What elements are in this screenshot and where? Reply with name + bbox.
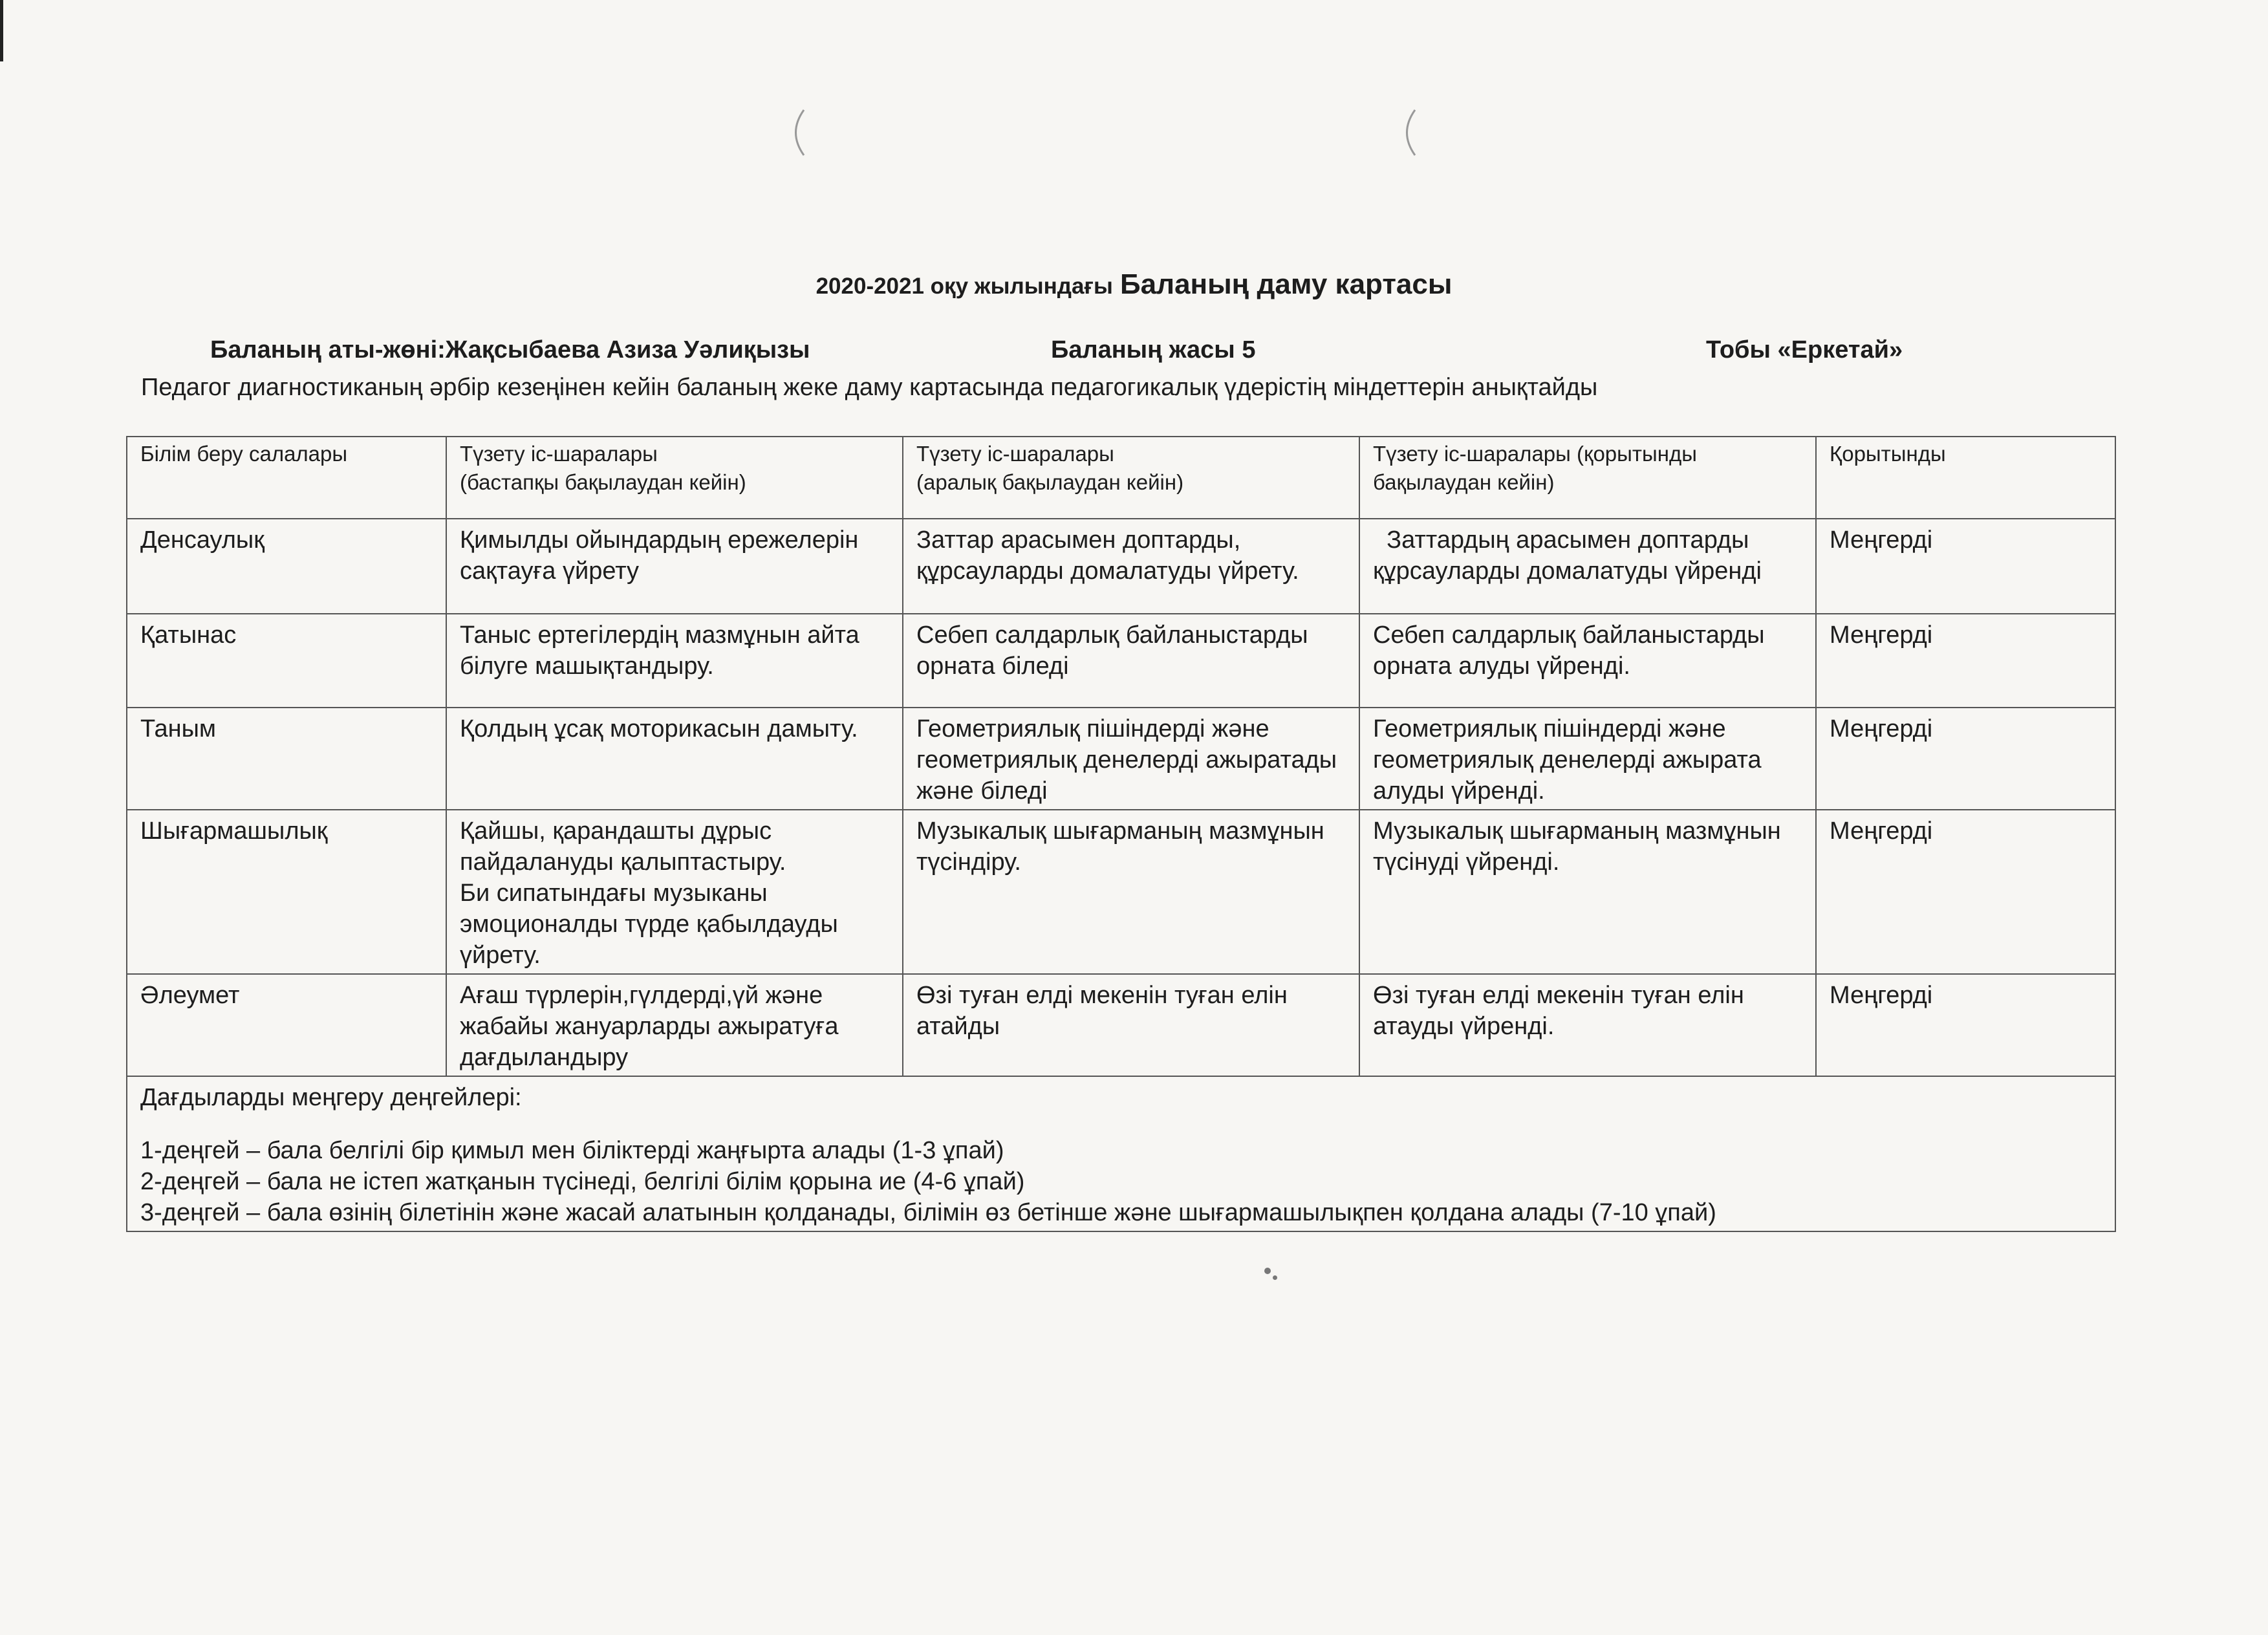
table-cell: Музыкалық шығарманың мазмұнын түсіндіру. (903, 810, 1359, 974)
table-cell: Меңгерді (1816, 974, 2115, 1076)
scan-speck (1273, 1275, 1277, 1280)
table-cell: Меңгерді (1816, 614, 2115, 708)
header-cell: Білім беру салалары (127, 437, 446, 519)
child-age: Баланың жасы 5 (1051, 336, 1256, 363)
header-cell: Қорытынды (1816, 437, 2115, 519)
table-row (127, 519, 2115, 614)
table-cell: Қайшы, қарандашты дұрыс пайдалануды қалыптастыру. Би сипатындағы музыканы эмоционалды түрде қабылдауды үйрету. (446, 810, 903, 974)
header-cell: Түзету іс-шаралары (қорытынды бақылаудан кейін) (1359, 437, 1816, 519)
table-cell: Меңгерді (1816, 519, 2115, 614)
table-row (127, 708, 2115, 810)
title-main: Баланың даму картасы (1120, 268, 1453, 300)
table-cell: Геометриялық пішіндерді және геометриялық денелерді ажырата алуды үйренді. (1359, 708, 1816, 810)
title-year: 2020-2021 оқу жылындағы (815, 274, 1113, 299)
group-name: Тобы «Еркетай» (1706, 336, 1903, 363)
table-cell: Себеп салдарлық байланыстарды орната алуды үйренді. (1359, 614, 1816, 708)
table-cell: Шығармашылық (127, 810, 446, 974)
table-row (127, 614, 2115, 708)
table-header-row (127, 437, 2115, 519)
table-cell: Таным (127, 708, 446, 810)
punch-hole-mark-left (784, 107, 810, 158)
level-item: 2-деңгей – бала не істеп жатқанын түсінеді, белгілі білім қорына ие (4-6 ұпай) (140, 1168, 1025, 1195)
table-cell: Таныс ертегілердің мазмұнын айта білуге машықтандыру. (446, 614, 903, 708)
level-item: 1-деңгей – бала белгілі бір қимыл мен біліктерді жаңғырта алады (1-3 ұпай) (140, 1137, 1004, 1164)
table-cell: Меңгерді (1816, 810, 2115, 974)
table-cell: Заттардың арасымен доптарды құрсауларды домалатуды үйренді (1359, 519, 1816, 614)
table-cell: Қимылды ойындардың ережелерін сақтауға үйрету (446, 519, 903, 614)
levels-row (127, 1076, 2115, 1231)
header-cell: Түзету іс-шаралары (аралық бақылаудан кейін) (903, 437, 1359, 519)
table-cell: Қатынас (127, 614, 446, 708)
table-cell: Өзі туған елді мекенін туған елін атайды (903, 974, 1359, 1076)
table-cell: Меңгерді (1816, 708, 2115, 810)
scan-edge-mark (0, 0, 3, 61)
table-cell: Заттар арасымен доптарды, құрсауларды домалатуды үйрету. (903, 519, 1359, 614)
table-cell: Денсаулық (127, 519, 446, 614)
table-cell: Геометриялық пішіндерді және геометриялық денелерді ажыратады және біледі (903, 708, 1359, 810)
intro-note: Педагог диагностиканың әрбір кезеңінен кейін баланың жеке даму картасында педагогикалық үдерістің міндеттерін анықтайды (141, 374, 1598, 401)
child-name: Баланың аты-жөні:Жақсыбаева Азиза Уәлиқызы (210, 336, 810, 363)
level-item: 3-деңгей – бала өзінің білетінін және жасай алатынын қолданады, білімін өз бетінше және шығармашылықпен қолдана алады (7-10 ұпай) (140, 1199, 1716, 1226)
skill-levels-cell (127, 1076, 2115, 1231)
table-row (127, 810, 2115, 974)
table-row (127, 974, 2115, 1076)
table-cell: Өзі туған елді мекенін туған елін атауды үйренді. (1359, 974, 1816, 1076)
development-card-table (126, 436, 2116, 1232)
scan-speck (1264, 1268, 1271, 1274)
table-cell: Ағаш түрлерін,гүлдерді,үй және жабайы жануарларды ажыратуға дағдыландыру (446, 974, 903, 1076)
levels-title: Дағдыларды меңгеру деңгейлері: (140, 1084, 522, 1111)
table-cell: Әлеумет (127, 974, 446, 1076)
table-cell: Қолдың ұсақ моторикасын дамыту. (446, 708, 903, 810)
page-title (0, 268, 2268, 301)
table-cell: Себеп салдарлық байланыстарды орната біледі (903, 614, 1359, 708)
header-cell: Түзету іс-шаралары (бастапқы бақылаудан кейін) (446, 437, 903, 519)
table-cell: Музыкалық шығарманың мазмұнын түсінуді үйренді. (1359, 810, 1816, 974)
punch-hole-mark-right (1396, 107, 1421, 158)
